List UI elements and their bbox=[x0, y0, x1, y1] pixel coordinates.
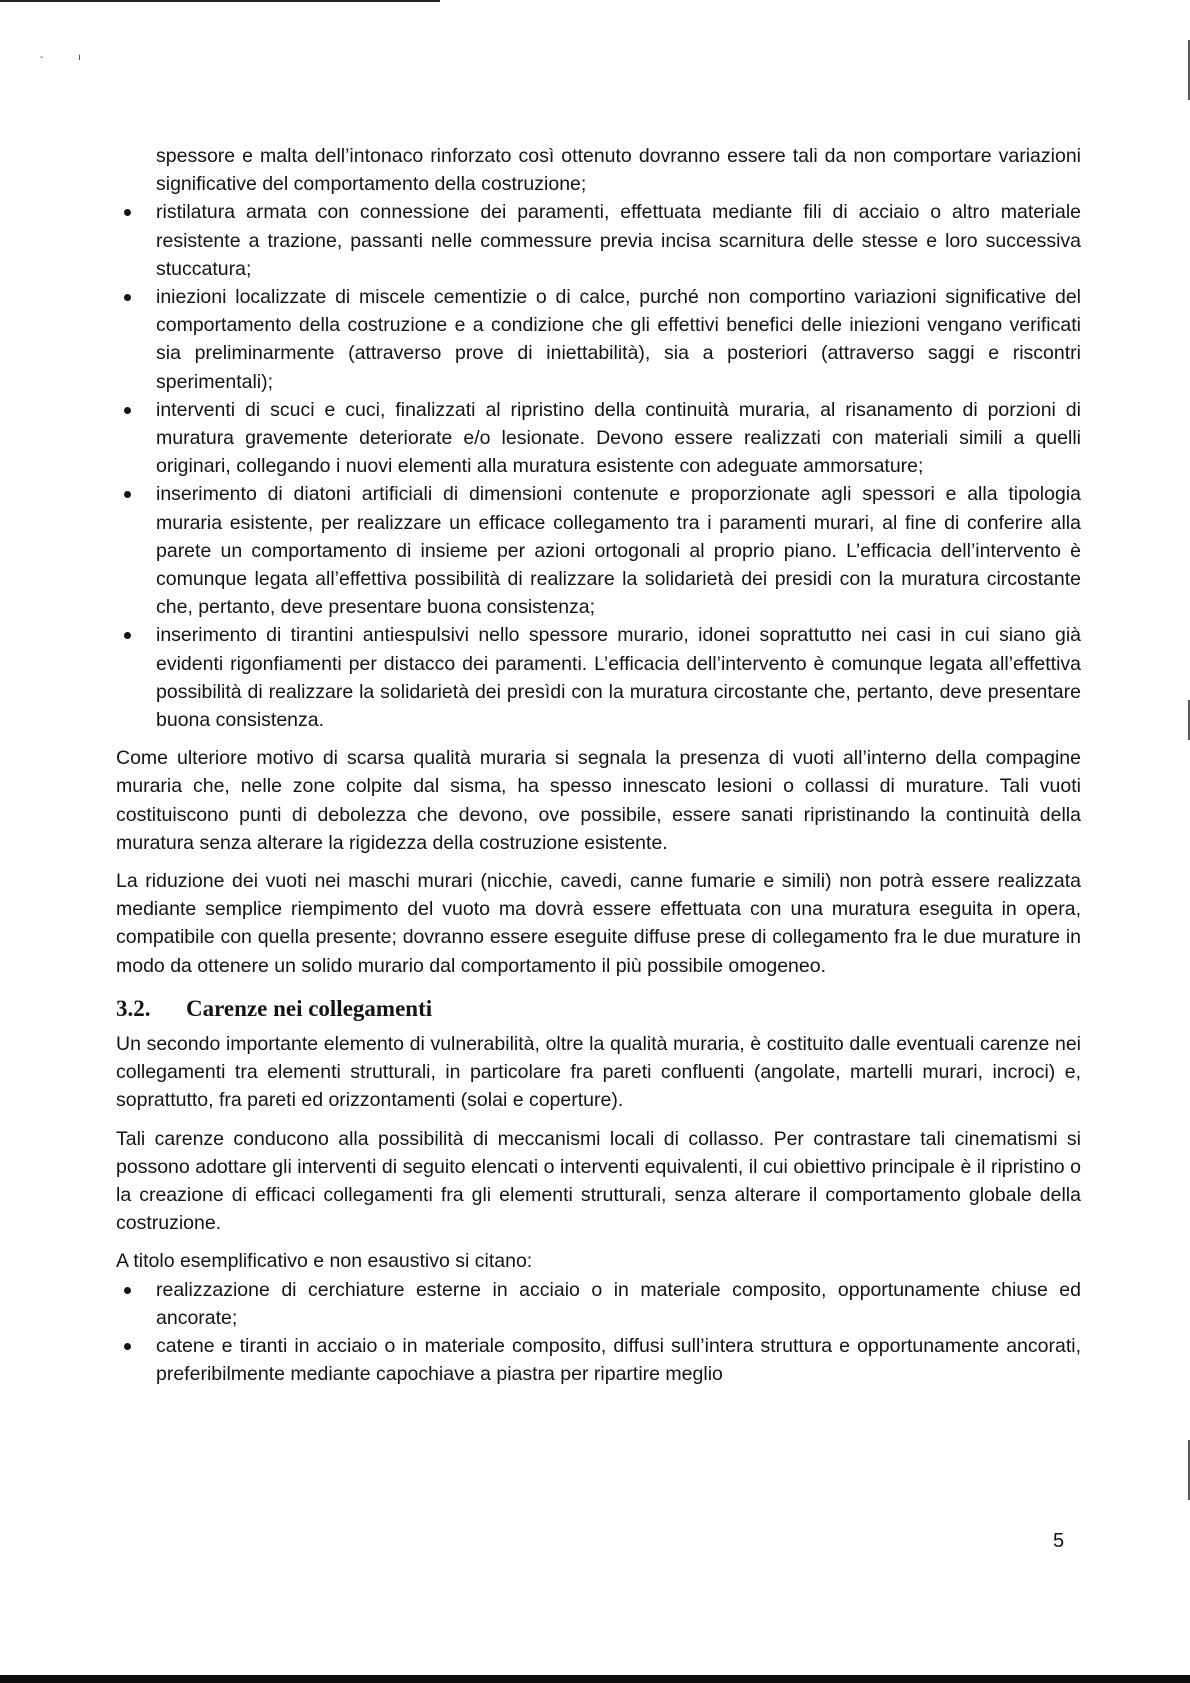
intro-continuation: spessore e malta dell’intonaco rinforzato così ottenuto dovranno essere tali da non comportare variazioni significative del comportamento della costruzione; bbox=[156, 145, 1081, 196]
bullet-icon bbox=[124, 491, 131, 498]
list-item bbox=[156, 480, 1081, 621]
bullet-icon bbox=[124, 1343, 131, 1350]
section-number: 3.2. bbox=[116, 995, 151, 1021]
page-number: 5 bbox=[1053, 1530, 1065, 1552]
bullet-icon bbox=[124, 1287, 131, 1294]
paragraph-second-element: Un secondo importante elemento di vulnerabilità, oltre la qualità muraria, è costituito dalle eventuali carenze nei collegamenti tra elementi strutturali, in particolare fra pareti confluenti (angolate, martelli murari, incroci) e, soprattutto, fra pareti ed orizzontamenti (solai e coperture). bbox=[116, 1032, 1081, 1112]
connections-list bbox=[116, 1276, 1081, 1389]
list-item-text: inserimento di tirantini antiespulsivi nello spessore murario, idonei soprattutto nei casi in cui siano già evidenti rigonfiamenti per distacco dei paramenti. L’efficacia dell’intervento è comunque legata all’effettiva possibilità di realizzare la solidarietà dei presìdi con la muratura circostante che, pertanto, deve presentare buona consistenza. bbox=[156, 624, 1081, 732]
section-heading bbox=[116, 994, 1081, 1024]
bullet-icon bbox=[124, 209, 131, 216]
list-item-text: inserimento di diatoni artificiali di dimensioni contenute e proporzionate agli spessori e alla tipologia muraria esistente, per realizzare un efficace collegamento tra i paramenti murari, al fine di conferire alla parete un comportamento di insieme per azioni ortogonali al proprio piano. L’efficacia dell’intervento è comunque legata all’effettiva possibilità di realizzare la solidarietà dei presidi con la muratura circostante che, pertanto, deve presentare buona consistenza; bbox=[156, 483, 1081, 619]
list-item bbox=[156, 396, 1081, 481]
list-item-text: catene e tiranti in acciaio o in materiale composito, diffusi sull’intera struttura e opportunamente ancorati, preferibilmente mediante capochiave a piastra per ripartire meglio bbox=[156, 1334, 1081, 1386]
document-body bbox=[116, 142, 1081, 1388]
paragraph-voids: Come ulteriore motivo di scarsa qualità muraria si segnala la presenza di vuoti all’interno della compagine muraria che, nelle zone colpite dal sisma, ha spesso innescato lesioni o collassi di murature. Tali vuoti costituiscono punti di debolezza che devono, ove possibile, essere sanati ripristinando la continuità della muratura senza alterare la rigidezza della costruzione esistente. bbox=[116, 747, 1081, 854]
list-item bbox=[156, 283, 1081, 396]
scan-bottom-band bbox=[0, 1675, 1190, 1683]
list-item-text: interventi di scuci e cuci, finalizzati al ripristino della continuità muraria, al risanamento di porzioni di muratura gravemente deteriorate e/o lesionate. Devono essere realizzati con materiali simili a quelli originari, collegando i nuovi elementi alla muratura esistente con adeguate ammorsature; bbox=[156, 398, 1081, 478]
list-item-text: ristilatura armata con connessione dei paramenti, effettuata mediante fili di acciaio o altro materiale resistente a trazione, passanti nelle commessure previa incisa scarnitura delle stesse e loro successiva stuccatura; bbox=[156, 201, 1081, 280]
paragraph-examples: A titolo esemplificativo e non esaustivo si citano: bbox=[116, 1250, 533, 1273]
list-item bbox=[156, 1276, 1081, 1332]
list-item-text: realizzazione di cerchiature esterne in acciaio o in materiale composito, opportunamente chiuse ed ancorate; bbox=[156, 1278, 1081, 1329]
list-item-text: iniezioni localizzate di miscele cementizie o di calce, purché non comportino variazioni significative del comportamento della costruzione e a condizione che gli effettivi benefici delle iniezioni vengano verificati sia preliminarmente (attraverso prove di iniettabilità), sia a posteriori (attraverso saggi e riscontri sperimentali); bbox=[156, 286, 1081, 393]
list-item bbox=[156, 198, 1081, 283]
paragraph-mechanisms: Tali carenze conducono alla possibilità di meccanismi locali di collasso. Per contrastare tali cinematismi si possono adottare gli interventi di seguito elencati o interventi equivalenti, il cui obiettivo principale è il ripristino o la creazione di efficaci collegamenti fra gli elementi strutturali, senza alterare il comportamento globale della costruzione. bbox=[116, 1127, 1081, 1235]
scan-artifact-mark: - ı bbox=[40, 52, 97, 63]
section-title: Carenze nei collegamenti bbox=[186, 995, 433, 1021]
list-item bbox=[156, 621, 1081, 734]
scan-top-rule bbox=[0, 0, 440, 2]
bullet-icon bbox=[124, 632, 131, 639]
list-item bbox=[156, 1332, 1081, 1388]
paragraph-reduction: La riduzione dei vuoti nei maschi murari (nicchie, cavedi, canne fumarie e simili) non potrà essere realizzata mediante semplice riempimento del vuoto ma dovrà essere effettuata con una muratura eseguita in opera, compatibile con quella presente; dovranno essere eseguite diffuse prese di collegamento fra le due murature in modo da ottenere un solido murario dal comportamento il più possibile omogeneo. bbox=[116, 870, 1081, 977]
interventions-list bbox=[116, 198, 1081, 734]
bullet-icon bbox=[124, 294, 131, 301]
bullet-icon bbox=[124, 407, 131, 414]
